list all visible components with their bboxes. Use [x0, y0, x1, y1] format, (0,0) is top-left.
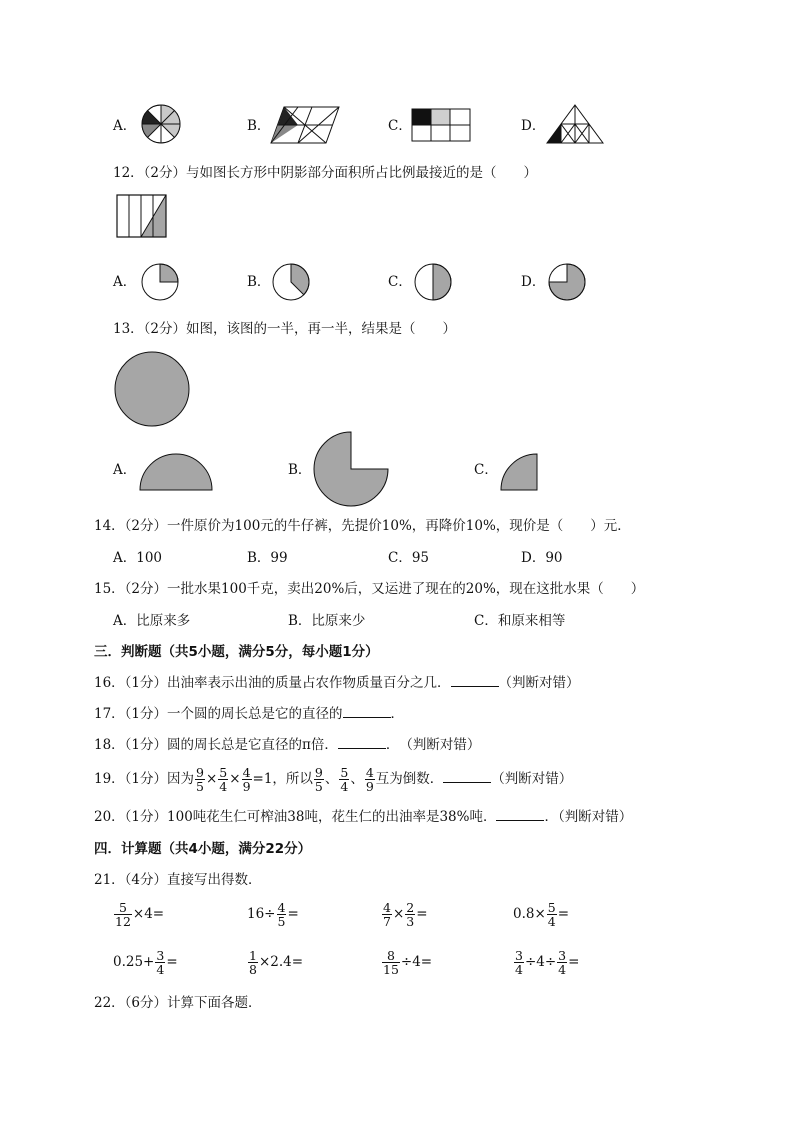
q19-fraction-5: $\frac{5}{4}$ — [340, 765, 349, 794]
q14-option-c: C．95 — [388, 550, 430, 566]
q19-fraction-6: $\frac{4}{9}$ — [365, 765, 374, 794]
q21-expr-1: $\frac{5}{12}$ ×4= — [115, 900, 165, 929]
q21-expr-6: $\frac{1}{8}$ ×2.4= — [249, 948, 304, 977]
q19-mid: =1，所以 — [252, 771, 313, 787]
q18-answer-blank[interactable] — [338, 736, 386, 749]
q16-text: 16．（1分）出油率表示出油的质量占农作物质量百分之几． — [94, 675, 451, 691]
q13-option-a-label: A． — [113, 462, 137, 478]
q20-text: 20．（1分）100吨花生仁可榨油38吨，花生仁的出油率是38%吨． — [94, 809, 497, 825]
q11-option-a-label: A． — [113, 118, 137, 134]
parallelogram-divided-icon — [270, 106, 340, 144]
q11-option-d-label: D． — [521, 118, 546, 134]
q17-suffix: ． — [390, 706, 405, 722]
q22-text: 22．（6分）计算下面各题． — [94, 995, 262, 1011]
q21-expr-7: $\frac{8}{15}$ ÷4= — [383, 948, 433, 977]
q16-line — [94, 674, 580, 692]
pie-three-eighths-icon — [271, 262, 311, 302]
q20-line — [94, 808, 632, 826]
triangle-divided-icon — [546, 104, 604, 144]
q13-text: 13．（2分）如图，该图的一半，再一半，结果是（ ） — [113, 321, 457, 337]
q19-end: 互为倒数． — [375, 771, 444, 787]
rectangle-grid-6-icon — [411, 108, 471, 142]
q21-expr-5: 0.25+ $\frac{3}{4}$ = — [113, 948, 178, 977]
circle-divided-8-icon — [140, 103, 182, 145]
q15-option-c: C．和原来相等 — [474, 613, 566, 629]
q14-option-a: A．100 — [113, 550, 163, 566]
q12-text: 12．（2分）与如图长方形中阴影部分面积所占比例最接近的是（ ） — [113, 165, 538, 181]
q19-fraction-4: $\frac{9}{5}$ — [314, 765, 323, 794]
section-4-heading: 四．计算题（共4小题，满分22分） — [94, 841, 312, 857]
q19-fraction-2: $\frac{5}{4}$ — [219, 765, 228, 794]
q17-answer-blank[interactable] — [343, 705, 391, 718]
quarter-circle-icon — [499, 452, 539, 492]
q16-suffix: （判断对错） — [498, 675, 580, 691]
pie-half-icon — [413, 262, 453, 302]
section-3-heading: 三．判断题（共5小题，满分5分，每小题1分） — [94, 644, 379, 660]
q14-option-b: B．99 — [247, 550, 288, 566]
q19-suffix: （判断对错） — [491, 771, 573, 787]
q19-prefix: 19．（1分）因为 — [94, 771, 195, 787]
semicircle-icon — [138, 452, 214, 492]
q12-option-d-label: D． — [521, 274, 546, 290]
q14-text: 14．（2分）一件原价为100元的牛仔裤，先提价10%，再降价10%，现价是（ ）元． — [94, 518, 631, 534]
q15-option-a: A．比原来多 — [113, 613, 191, 629]
q18-suffix: ． （判断对错） — [385, 737, 481, 753]
q11-option-b-label: B． — [247, 118, 271, 134]
q18-text: 18．（1分）圆的周长总是它直径的π倍． — [94, 737, 338, 753]
gray-circle-icon — [113, 350, 191, 428]
q21-expr-4: 0.8× $\frac{5}{4}$ = — [513, 900, 570, 929]
q17-line — [94, 705, 404, 723]
q13-option-c-label: C． — [474, 462, 498, 478]
q20-answer-blank[interactable] — [496, 808, 544, 821]
q15-option-b: B．比原来少 — [288, 613, 366, 629]
q20-suffix: ．（判断对错） — [544, 809, 633, 825]
pie-shaded-sector — [433, 264, 451, 300]
q21-expr-2: 16÷ $\frac{4}{5}$ = — [247, 900, 299, 929]
q17-text: 17．（1分）一个圆的周长总是它的直径的 — [94, 706, 343, 722]
q21-expr-3: $\frac{4}{7}$ × $\frac{2}{3}$ = — [383, 900, 428, 929]
q14-option-d: D．90 — [521, 550, 563, 566]
q12-option-c-label: C． — [388, 274, 412, 290]
q21-expr-8: $\frac{3}{4}$ ÷4÷ $\frac{3}{4}$ = — [515, 948, 580, 977]
q21-text: 21．（4分）直接写出得数． — [94, 872, 262, 888]
q12-option-a-label: A． — [113, 274, 137, 290]
pie-three-quarters-icon — [547, 262, 587, 302]
q18-line — [94, 736, 480, 754]
three-quarter-circle-icon — [312, 430, 390, 508]
q13-option-b-label: B． — [288, 462, 312, 478]
q19-fraction-1: $\frac{9}{5}$ — [196, 765, 204, 794]
q19-line: 19．（1分）因为 $\frac{9}{5}$ × $\frac{5}{4}$ × $\frac{4}{9}$ =1，所以 $\frac{9}{5}$ 、 $\frac{5}{4}$ 、 $\frac{4}{9}$ 互为倒数． （判断对错） — [94, 765, 573, 794]
q19-fraction-3: $\frac{4}{9}$ — [242, 765, 251, 794]
pie-quarter-icon — [140, 262, 180, 302]
q16-answer-blank[interactable] — [451, 674, 499, 687]
q12-option-b-label: B． — [247, 274, 271, 290]
rectangle-shaded-diagonal-icon — [116, 194, 168, 238]
q11-option-c-label: C． — [388, 118, 412, 134]
q15-text: 15．（2分）一批水果100千克，卖出20%后，又运进了现在的20%，现在这批水果（ ） — [94, 581, 645, 597]
q19-answer-blank[interactable] — [443, 770, 491, 783]
